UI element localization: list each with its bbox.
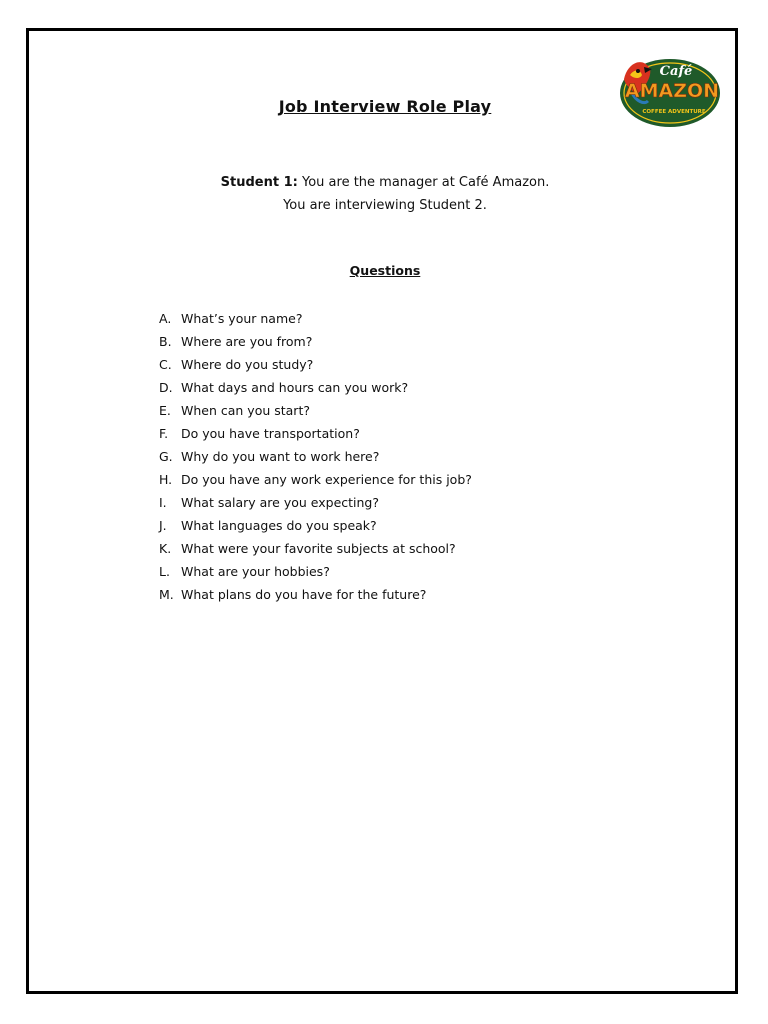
- question-text: What languages do you speak?: [181, 518, 377, 533]
- question-letter: G.: [159, 449, 173, 464]
- question-text: What’s your name?: [181, 311, 303, 326]
- question-text: Where are you from?: [181, 334, 313, 349]
- question-letter: L.: [159, 564, 170, 579]
- question-letter: F.: [159, 426, 169, 441]
- list-item: [159, 445, 472, 468]
- question-letter: M.: [159, 587, 174, 602]
- role-text-1: You are the manager at Café Amazon.: [302, 175, 550, 190]
- question-letter: A.: [159, 311, 172, 326]
- question-letter: B.: [159, 334, 172, 349]
- questions-heading: Questions: [349, 263, 421, 278]
- logo-tagline: COFFEE ADVENTURE: [642, 109, 706, 115]
- question-text: Do you have transportation?: [181, 426, 360, 441]
- page-title: Job Interview Role Play: [278, 97, 492, 116]
- question-text: Where do you study?: [181, 357, 314, 372]
- question-text: Why do you want to work here?: [181, 449, 380, 464]
- question-text: What salary are you expecting?: [181, 495, 379, 510]
- list-item: [159, 537, 472, 560]
- list-item: [159, 560, 472, 583]
- list-item: [159, 307, 472, 330]
- question-text: Do you have any work experience for this job?: [181, 472, 472, 487]
- list-item: [159, 422, 472, 445]
- question-letter: E.: [159, 403, 171, 418]
- question-letter: C.: [159, 357, 172, 372]
- list-item: [159, 353, 472, 376]
- question-letter: I.: [159, 495, 167, 510]
- list-item: [159, 468, 472, 491]
- list-item: [159, 376, 472, 399]
- student-label: Student 1:: [220, 175, 298, 190]
- list-item: [159, 399, 472, 422]
- question-letter: K.: [159, 541, 172, 556]
- role-line-2: You are interviewing Student 2.: [283, 198, 487, 213]
- question-text: What are your hobbies?: [181, 564, 330, 579]
- logo-word-cafe: Café: [659, 64, 693, 79]
- role-line-1: [29, 171, 741, 194]
- logo-word-amazon: AMAZON: [624, 80, 720, 102]
- question-text: When can you start?: [181, 403, 310, 418]
- cafe-amazon-logo: [614, 49, 722, 129]
- question-letter: H.: [159, 472, 173, 487]
- list-item: [159, 491, 472, 514]
- question-text: What days and hours can you work?: [181, 380, 409, 395]
- role-description: [29, 171, 741, 217]
- question-text: What plans do you have for the future?: [181, 587, 427, 602]
- question-letter: D.: [159, 380, 173, 395]
- question-letter: J.: [159, 518, 167, 533]
- worksheet-page: [26, 28, 738, 994]
- question-list: [159, 307, 472, 606]
- question-text: What were your favorite subjects at school?: [181, 541, 456, 556]
- list-item: [159, 330, 472, 353]
- list-item: [159, 514, 472, 537]
- list-item: [159, 583, 472, 606]
